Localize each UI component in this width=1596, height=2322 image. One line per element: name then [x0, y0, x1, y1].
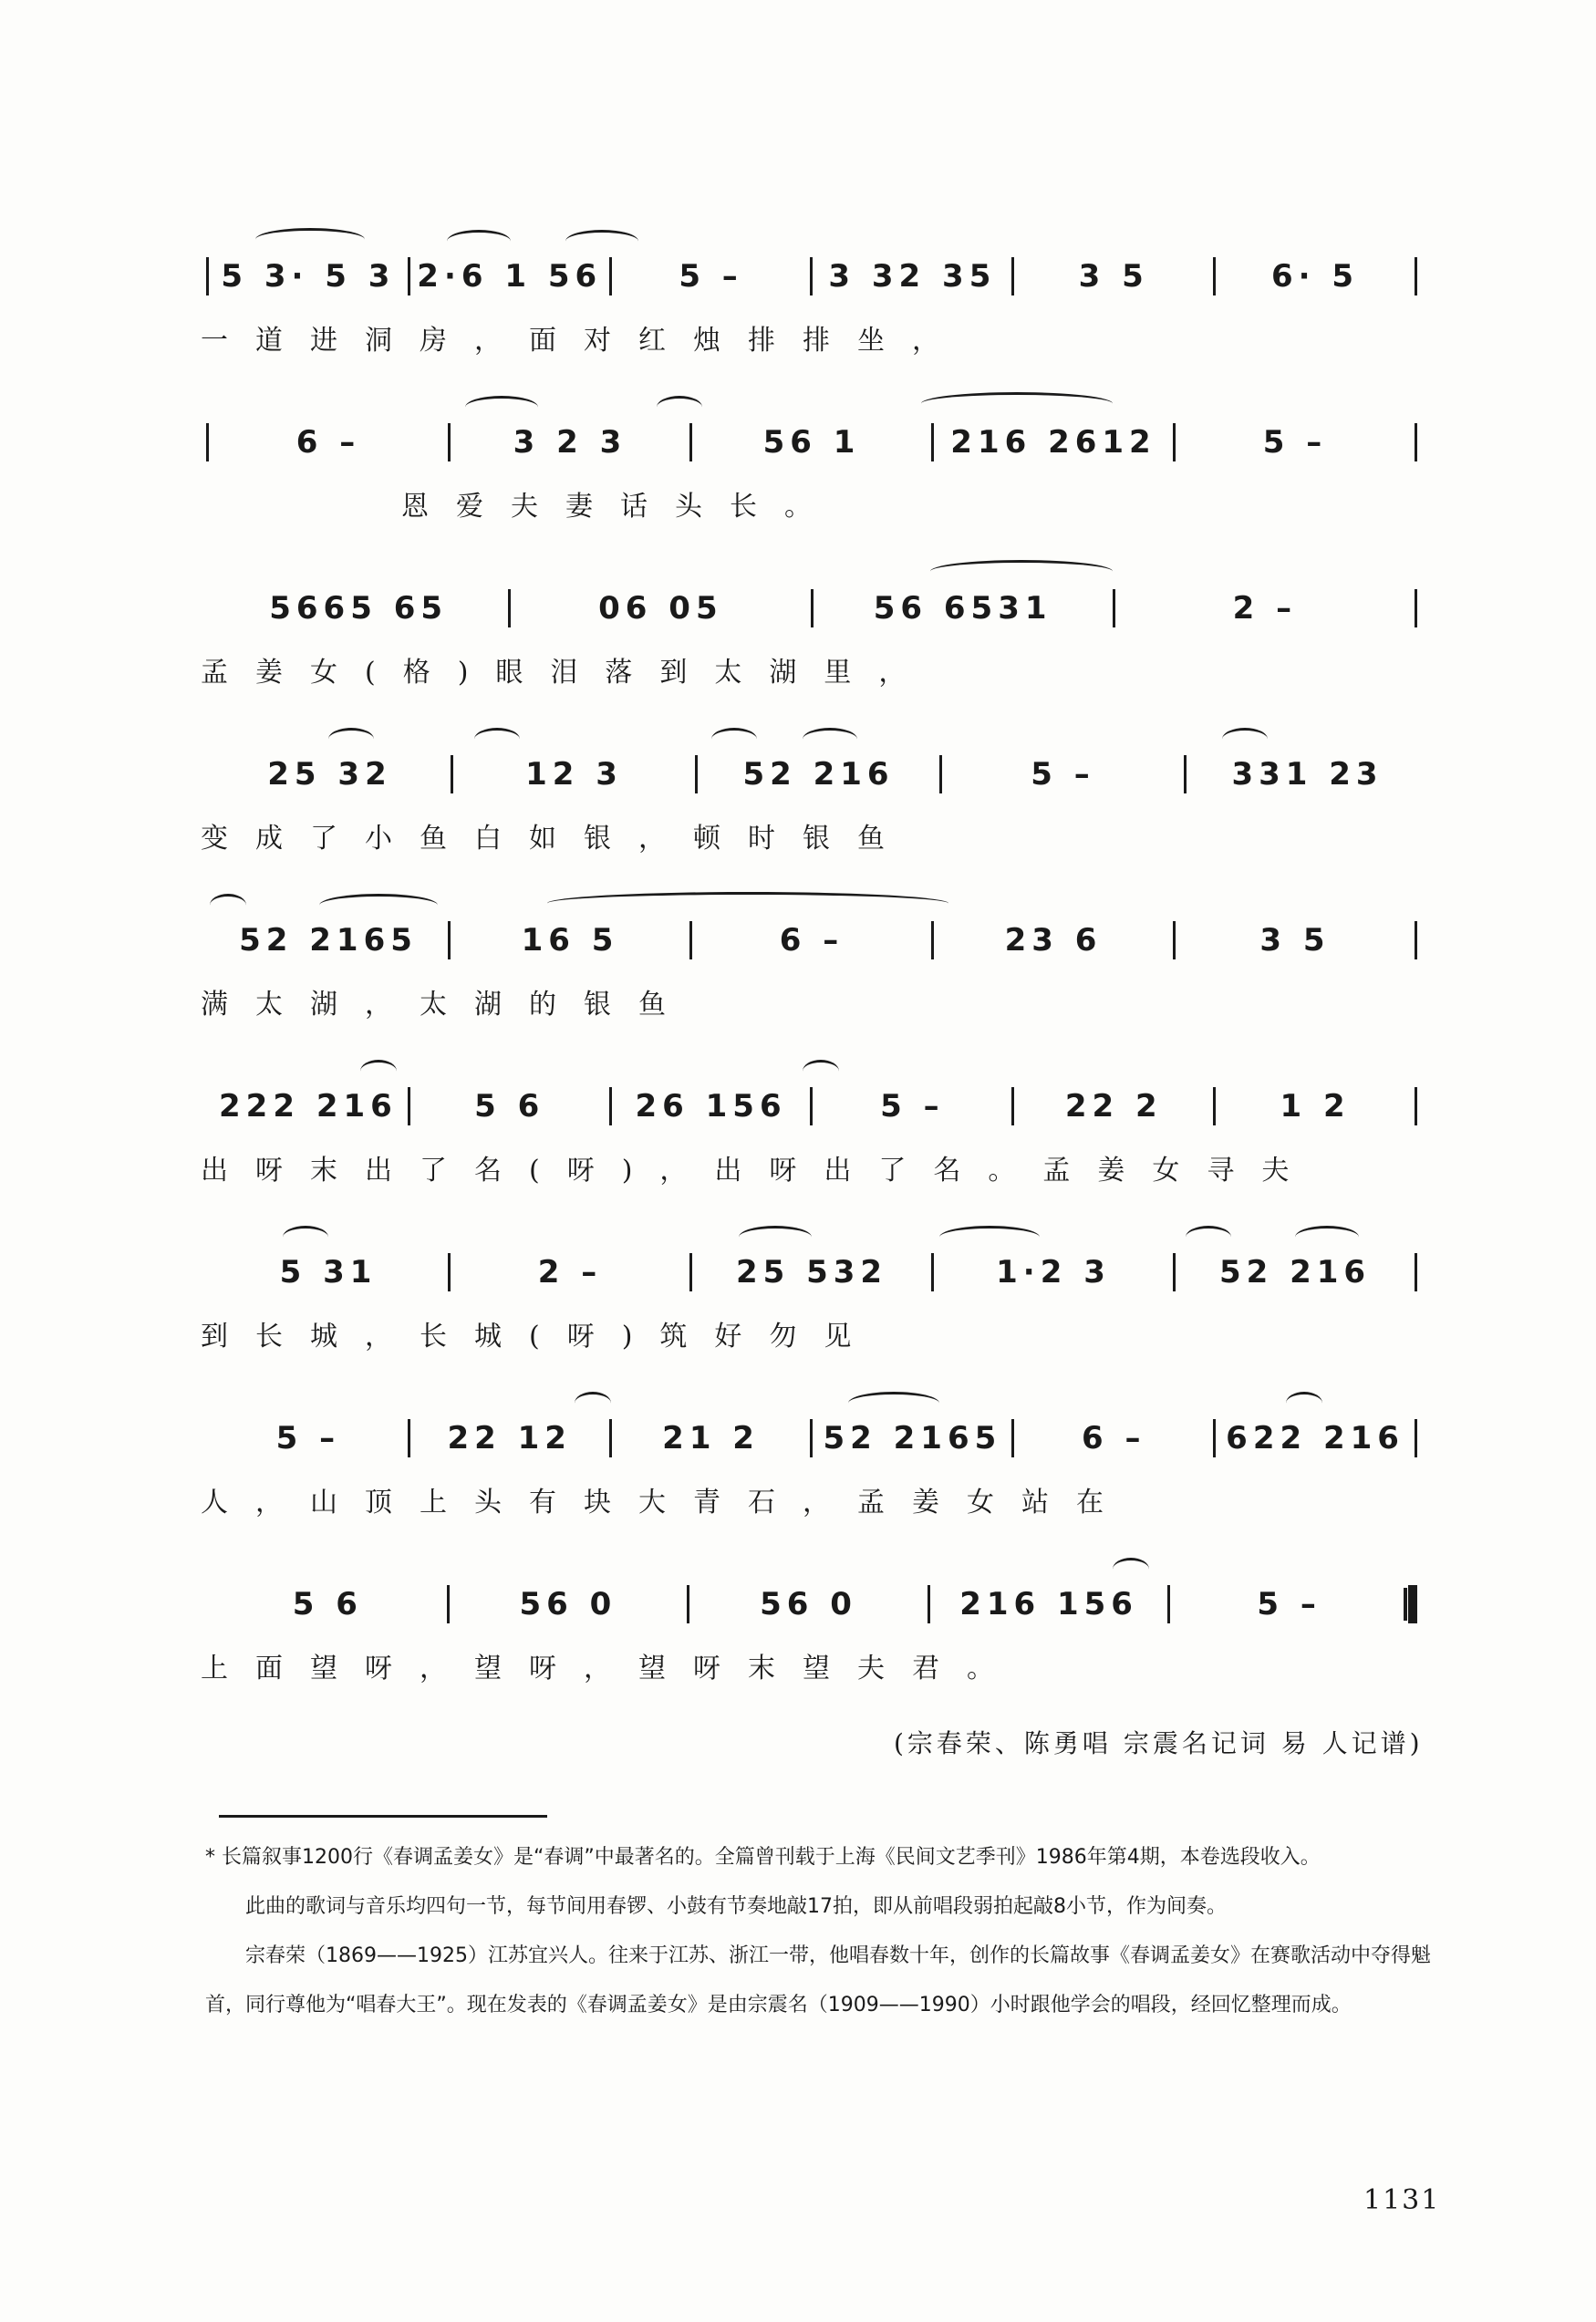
notation-line	[201, 420, 1423, 465]
staff-system	[201, 542, 1423, 708]
measure: 5 6	[292, 1586, 363, 1622]
notation-line	[201, 1581, 1423, 1627]
measure: 5 6	[474, 1088, 545, 1125]
lyrics-line: 变成了小鱼白如银，顿时银鱼	[201, 823, 912, 855]
measure: 06 05	[598, 590, 723, 627]
measure: 5 –	[1031, 756, 1095, 793]
staff-system	[201, 1372, 1423, 1538]
measure: 5 –	[1262, 424, 1328, 461]
measure: 21 2	[662, 1420, 760, 1456]
measure: 25 32	[267, 756, 392, 793]
staff-system	[201, 708, 1423, 874]
measure: 1 2	[1280, 1088, 1351, 1125]
lyrics-line: 出呀末出了名(呀)，出呀出了名。孟姜女寻夫	[201, 1155, 1317, 1187]
staff-system	[201, 1040, 1423, 1206]
measure: 52 216	[742, 756, 895, 793]
footnote: * 长篇叙事1200行《春调孟姜女》是“春调”中最著名的。全篇曾刊载于上海《民间文艺季刊》1986年第4期，本卷选段收入。	[205, 1846, 1321, 1869]
measure: 3 2 3	[513, 424, 627, 461]
lyrics-line: 到长城，长城(呀)筑好勿见	[201, 1321, 879, 1353]
measure: 5 –	[1257, 1586, 1321, 1622]
measure: 2 –	[537, 1254, 603, 1291]
measure: 56 0	[760, 1586, 857, 1622]
footnotes	[205, 1833, 1446, 2030]
measure: 12 3	[525, 756, 623, 793]
lyrics-line: 满太湖，太湖的银鱼	[201, 989, 693, 1021]
measure: 2 –	[1232, 590, 1298, 627]
measure: 222 216	[219, 1088, 398, 1125]
measure: 3 5	[1078, 258, 1149, 295]
footnote: 此曲的歌词与音乐均四句一节，每节间用春锣、小鼓有节奏地敲17拍，即从前唱段弱拍起敲8小节，作为间奏。	[245, 1895, 1227, 1918]
footnote-rule	[219, 1815, 547, 1818]
footnote: 宗春荣（1869——1925）江苏宜兴人。往来于江苏、浙江一带，他唱春数十年，创作的长篇故事《春调孟姜女》在赛歌活动中夺得魁首，同行尊他为“唱春大王”。现在发表的《春调孟姜女》是由宗震名（1909——1990）小时跟他学会的唱段，经回忆整理而成。	[205, 1944, 1431, 2016]
measure: 23 6	[1004, 922, 1103, 959]
notation-line	[201, 254, 1423, 299]
measure: 1·2 3	[996, 1254, 1111, 1291]
notation-line	[201, 586, 1423, 631]
measure: 26 156	[635, 1088, 787, 1125]
notation-line	[201, 1415, 1423, 1461]
measure: 5 31	[279, 1254, 378, 1291]
measure: 6 –	[1081, 1420, 1146, 1456]
notation-line	[201, 917, 1423, 963]
measure: 25 532	[735, 1254, 888, 1291]
lyrics-line: 恩爱夫妻话头长。	[401, 491, 839, 523]
measure: 622 216	[1226, 1420, 1404, 1456]
measure: 216 156	[959, 1586, 1138, 1622]
score	[201, 210, 1423, 1704]
staff-system	[201, 1206, 1423, 1372]
measure: 331 23	[1231, 756, 1384, 793]
measure: 22 12	[447, 1420, 572, 1456]
staff-system	[201, 210, 1423, 376]
lyrics-line: 一道进洞房，面对红烛排排坐，	[201, 325, 967, 357]
measure: 52 216	[1218, 1254, 1372, 1291]
lyrics-line: 上面望呀，望呀，望呀末望夫君。	[201, 1653, 1021, 1684]
measure: 3 5	[1259, 922, 1331, 959]
measure: 6 –	[295, 424, 361, 461]
measure: 5 3· 5 3	[221, 258, 396, 295]
measure: 2·6 1 56	[417, 258, 603, 295]
measure: 56 1	[762, 424, 861, 461]
measure: 16 5	[521, 922, 619, 959]
measure: 5 –	[880, 1088, 945, 1125]
credit-line: (宗春荣、陈勇唱 宗震名记词 易 人记谱)	[894, 1728, 1424, 1758]
lyrics-line: 人，山顶上头有块大青石，孟姜女站在	[201, 1487, 1131, 1519]
measure: 216 2612	[950, 424, 1156, 461]
notation-line	[201, 752, 1423, 797]
measure: 5 –	[679, 258, 743, 295]
measure: 56 0	[519, 1586, 617, 1622]
measure: 6· 5	[1271, 258, 1360, 295]
notation-line	[201, 1249, 1423, 1295]
measure: 52 2165	[239, 922, 418, 959]
measure: 56 6531	[873, 590, 1052, 627]
staff-system	[201, 376, 1423, 542]
measure: 5 –	[275, 1420, 341, 1456]
measure: 52 2165	[823, 1420, 1002, 1456]
staff-system	[201, 1538, 1423, 1704]
notation-line	[201, 1083, 1423, 1129]
measure: 3 32 35	[828, 258, 997, 295]
measure: 5665 65	[269, 590, 449, 627]
lyrics-line: 孟姜女(格)眼泪落到太湖里，	[201, 657, 934, 689]
measure: 6 –	[779, 922, 845, 959]
measure: 22 2	[1064, 1088, 1163, 1125]
staff-system	[201, 874, 1423, 1040]
page-number: 1131	[1363, 2184, 1441, 2216]
